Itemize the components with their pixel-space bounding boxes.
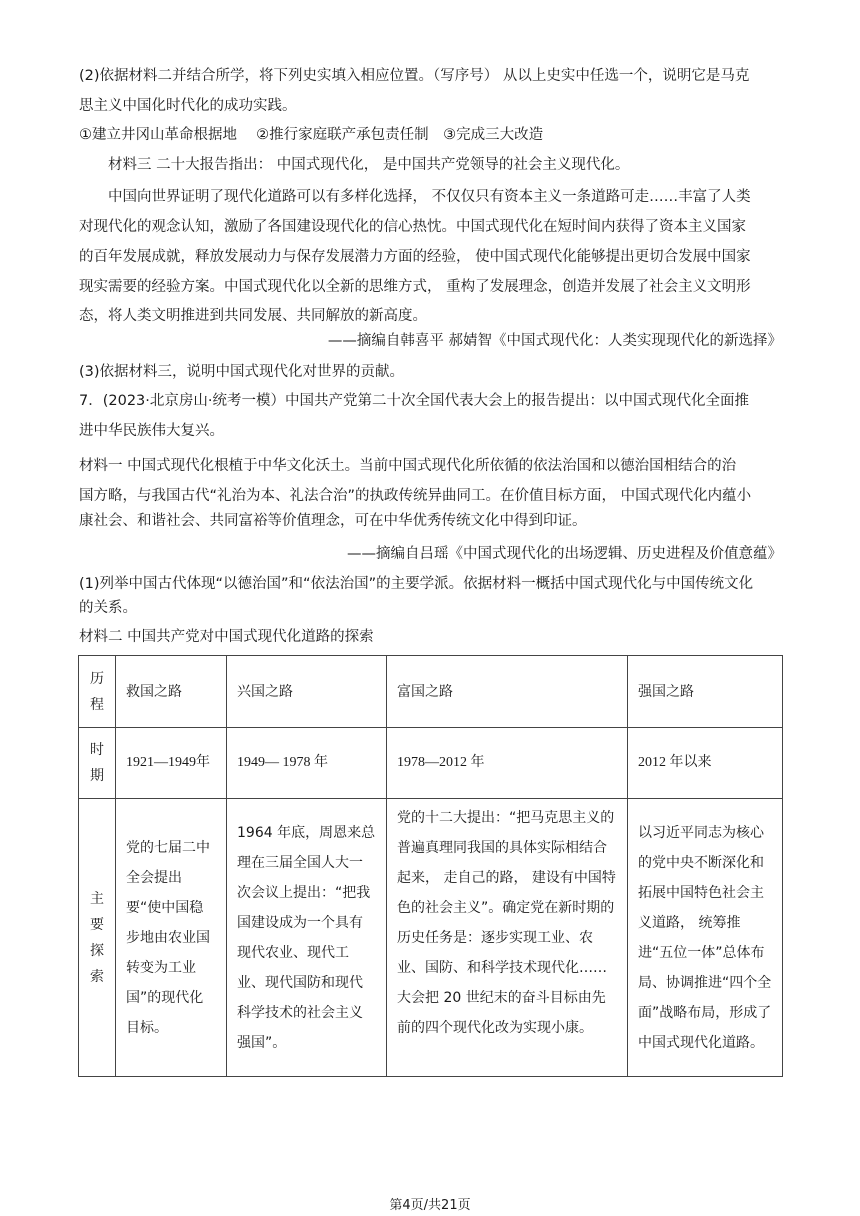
table-row-periods [79,728,783,799]
question-6-2-line1: (2)依据材料二并结合所学，将下列史实填入相应位置。（写序号） 从以上史实中任选一个，说明它是马克 [79,68,750,84]
row-label-exploration: 主要探索 [79,799,116,1077]
question-7-line1: 7．(2023·北京房山·统考一模）中国共产党第二十次全国代表大会上的报告提出：以中国式现代化全面推 [79,393,749,409]
material-1-line3: 康社会、和谐社会、共同富裕等价值理念，可在中华优秀传统文化中得到印证。 [79,513,587,529]
header-build-nation: 兴国之路 [227,656,387,728]
header-save-nation: 救国之路 [116,656,227,728]
header-strengthen-nation: 强国之路 [628,656,783,728]
question-7-1-line2: 的关系。 [79,600,137,616]
question-6-3: (3)依据材料三，说明中国式现代化对世界的贡献。 [79,364,405,380]
exploration-table [78,655,783,1077]
page-number: 第4页/共21页 [389,1198,471,1213]
header-enrich-nation: 富国之路 [387,656,628,728]
row-label-period: 时期 [79,728,116,799]
exploration-strengthen-nation: 以习近平同志为核心的党中央不断深化和拓展中国特色社会主义道路， 统筹推进“五位一体”总体布局、协调推进“四个全面”战略布局，形成了中国式现代化道路。 [628,799,783,1077]
row-label-stage: 历程 [79,656,116,728]
question-6-2-line2: 思主义中国化时代化的成功实践。 [79,98,297,114]
period-save-nation: 1921—1949年 [116,728,227,799]
material-3-source: ——摘编自韩喜平 郝婧智《中国式现代化：人类实现现代化的新选择》 [327,333,782,349]
material-3-paragraph-line3: 的百年发展成就，释放发展动力与保存发展潜力方面的经验， 使中国式现代化能够提出更切合发展中国家 [79,249,751,265]
exploration-save-nation: 党的七届二中全会提出要“使中国稳步地由农业国转变为工业国”的现代化目标。 [116,799,227,1077]
material-3-intro: 材料三 二十大报告指出： 中国式现代化， 是中国共产党领导的社会主义现代化。 [108,157,630,173]
material-2-title: 材料二 中国共产党对中国式现代化道路的探索 [79,629,374,645]
material-1-line1: 材料一 中国式现代化根植于中华文化沃土。当前中国式现代化所依循的依法治国和以德治国相结合的治 [79,458,737,474]
period-build-nation: 1949— 1978 年 [227,728,387,799]
material-3-paragraph-line4: 现实需要的经验方案。中国式现代化以全新的思维方式， 重构了发展理念，创造并发展了社会主义文明形 [79,279,751,295]
material-3-paragraph-line1: 中国向世界证明了现代化道路可以有多样化选择， 不仅仅只有资本主义一条道路可走……丰富了人类 [108,189,751,205]
question-7-1-line1: (1)列举中国古代体现“以德治国”和“依法治国”的主要学派。依据材料一概括中国式现代化与中国传统文化 [79,576,754,592]
question-7-line2: 进中华民族伟大复兴。 [79,423,224,439]
table-row-explorations [79,799,783,1077]
exploration-build-nation: 1964 年底，周恩来总理在三届全国人大一次会议上提出：“把我国建设成为一个具有现代农业、现代工业、现代国防和现代科学技术的社会主义强国”。 [227,799,387,1077]
table-row-stages [79,656,783,728]
period-strengthen-nation: 2012 年以来 [628,728,783,799]
material-1-line2: 国方略，与我国古代“礼治为本、礼法合治”的执政传统异曲同工。在价值目标方面， 中国式现代化内蕴小 [79,488,752,504]
material-3-paragraph-line2: 对现代化的观念认知，激励了各国建设现代化的信心热忱。中国式现代化在短时间内获得了资本主义国家 [79,219,746,235]
exploration-enrich-nation: 党的十二大提出：“把马克思主义的普遍真理同我国的具体实际相结合起来， 走自己的路， 建设有中国特色的社会主义”。确定党在新时期的历史任务是：逐步实现工业、农业、国防、和科学技术现代化……大会把 20 世纪末的奋斗目标由先前的四个现代化改为实现小康。 [387,799,628,1077]
material-1-source: ——摘编自吕瑶《中国式现代化的出场逻辑、历史进程及价值意蕴》 [347,546,782,562]
fact-options: ①建立井冈山革命根据地 ②推行家庭联产承包责任制 ③完成三大改造 [79,127,544,143]
period-enrich-nation: 1978—2012 年 [387,728,628,799]
material-3-paragraph-line5: 态，将人类文明推进到共同发展、共同解放的新高度。 [79,308,427,324]
